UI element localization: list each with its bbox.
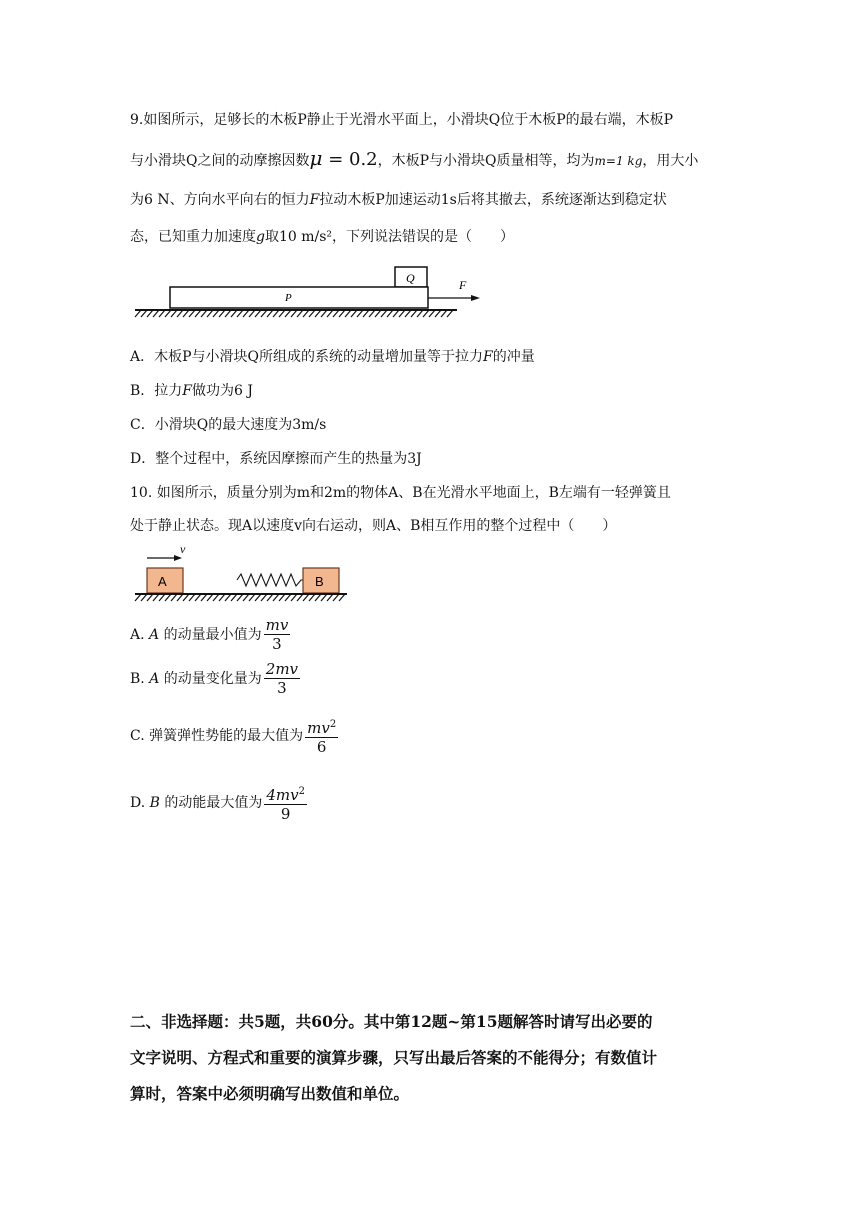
fraction: $\frac{4mv^2}{9}$ (264, 783, 307, 823)
section2-line-2: 文字说明、方程式和重要的演算步骤，只写出最后答案的不能得分；有数值计 (130, 1048, 658, 1067)
hatch-stroke (213, 310, 219, 317)
hatch-stroke (207, 310, 213, 317)
hatch-stroke (141, 310, 147, 317)
hatch-stroke (321, 594, 327, 601)
hatch-stroke (435, 310, 441, 317)
hatch-stroke (183, 310, 189, 317)
hatch-stroke (189, 310, 195, 317)
hatch-stroke (279, 310, 285, 317)
hatch-stroke (147, 594, 153, 601)
block-q-label: Q (406, 271, 415, 285)
hatch-stroke (333, 310, 339, 317)
hatch-stroke (267, 594, 273, 601)
q9-line-4: 态，已知重力加速度g取10 m/s²，下列说法错误的是（ ） (130, 229, 515, 245)
fraction: $\frac{2mv}{3}$ (265, 660, 299, 697)
hatch-stroke (327, 310, 333, 317)
fraction: $\frac{mv}{3}$ (265, 616, 289, 653)
hatch-stroke (321, 310, 327, 317)
q10-figure (125, 540, 355, 608)
q9-option-d: D．整个过程中，系统因摩擦而产生的热量为3J (130, 451, 422, 467)
spring (237, 574, 303, 586)
hatch-stroke (417, 310, 423, 317)
block-b-label: B (315, 574, 324, 589)
hatch-stroke (231, 594, 237, 601)
block-a-label: A (158, 574, 167, 589)
hatch-stroke (183, 594, 189, 601)
hatch-stroke (309, 310, 315, 317)
q9-option-a: A．木板P与小滑块Q所组成的系统的动量增加量等于拉力F的冲量 (130, 349, 535, 365)
hatch-stroke (261, 594, 267, 601)
board-p-label: P (285, 292, 292, 304)
hatch-stroke (339, 594, 345, 601)
hatch-stroke (339, 310, 345, 317)
hatch-stroke (411, 310, 417, 317)
hatch-stroke (399, 310, 405, 317)
hatch-stroke (147, 310, 153, 317)
hatch-stroke (279, 594, 285, 601)
hatch-stroke (177, 594, 183, 601)
q10-option-b: B. A 的动量变化量为 $\frac{2mv}{3}$ (130, 660, 299, 697)
hatch-stroke (393, 310, 399, 317)
q9-option-c: C．小滑块Q的最大速度为3m/s (130, 417, 327, 433)
hatch-stroke (201, 310, 207, 317)
force-arrow-head (471, 295, 480, 301)
hatch-stroke (225, 594, 231, 601)
hatch-stroke (381, 310, 387, 317)
hatch-stroke (261, 310, 267, 317)
hatch-stroke (195, 594, 201, 601)
hatch-stroke (177, 310, 183, 317)
q10-line-1: 10. 如图所示，质量分别为m和2m的物体A、B在光滑水平地面上，B左端有一轻弹簧且 (130, 485, 671, 501)
hatch-stroke (135, 594, 141, 601)
q9-line-3: 为6 N、方向水平向右的恒力F拉动木板P加速运动1s后将其撤去，系统逐渐达到稳定状 (130, 192, 667, 208)
hatch-stroke (213, 594, 219, 601)
ground-hatching (135, 310, 453, 317)
q9-figure (125, 260, 485, 328)
hatch-stroke (351, 310, 357, 317)
hatch-stroke (423, 310, 429, 317)
hatch-stroke (243, 594, 249, 601)
hatch-stroke (273, 310, 279, 317)
hatch-stroke (165, 594, 171, 601)
hatch-stroke (327, 594, 333, 601)
hatch-stroke (303, 594, 309, 601)
hatch-stroke (297, 310, 303, 317)
hatch-stroke (219, 310, 225, 317)
hatch-stroke (237, 310, 243, 317)
ground-hatching (135, 594, 345, 601)
hatch-stroke (153, 594, 159, 601)
hatch-stroke (375, 310, 381, 317)
hatch-stroke (249, 310, 255, 317)
mu-symbol: μ (309, 146, 323, 170)
hatch-stroke (273, 594, 279, 601)
board-p (170, 287, 428, 308)
hatch-stroke (441, 310, 447, 317)
q9-option-b: B．拉力F做功为6 J (130, 383, 253, 399)
q9-line-1: 9.如图所示，足够长的木板P静止于光滑水平面上，小滑块Q位于木板P的最右端，木板P (130, 112, 674, 128)
q10-option-a: A. A 的动量最小值为 $\frac{mv}{3}$ (130, 616, 289, 653)
hatch-stroke (189, 594, 195, 601)
hatch-stroke (165, 310, 171, 317)
hatch-stroke (309, 594, 315, 601)
hatch-stroke (153, 310, 159, 317)
hatch-stroke (171, 594, 177, 601)
hatch-stroke (267, 310, 273, 317)
force-label: F (459, 278, 467, 292)
section2-line-1: 二、非选择题：共5题，共60分。其中第12题~第15题解答时请写出必要的 (130, 1012, 653, 1031)
hatch-stroke (369, 310, 375, 317)
hatch-stroke (255, 594, 261, 601)
q10-option-c: C. 弹簧弹性势能的最大值为 $\frac{mv^2}{6}$ (130, 716, 338, 756)
section2-line-3: 算时，答案中必须明确写出数值和单位。 (130, 1084, 410, 1103)
hatch-stroke (297, 594, 303, 601)
hatch-stroke (219, 594, 225, 601)
q9-line-2: 与小滑块Q之间的动摩擦因数μ = 0.2，木板P与小滑块Q质量相等，均为m=1 kg，用大小 (130, 146, 699, 170)
hatch-stroke (387, 310, 393, 317)
hatch-stroke (303, 310, 309, 317)
hatch-stroke (405, 310, 411, 317)
hatch-stroke (135, 310, 141, 317)
hatch-stroke (357, 310, 363, 317)
hatch-stroke (237, 594, 243, 601)
hatch-stroke (231, 310, 237, 317)
hatch-stroke (285, 310, 291, 317)
velocity-label: v (180, 542, 186, 556)
hatch-stroke (291, 310, 297, 317)
hatch-stroke (207, 594, 213, 601)
hatch-stroke (171, 310, 177, 317)
q10-line-2: 处于静止状态。现A以速度v向右运动，则A、B相互作用的整个过程中（ ） (130, 518, 617, 534)
hatch-stroke (249, 594, 255, 601)
hatch-stroke (363, 310, 369, 317)
hatch-stroke (333, 594, 339, 601)
hatch-stroke (225, 310, 231, 317)
hatch-stroke (201, 594, 207, 601)
hatch-stroke (285, 594, 291, 601)
hatch-stroke (159, 594, 165, 601)
hatch-stroke (315, 310, 321, 317)
hatch-stroke (141, 594, 147, 601)
hatch-stroke (243, 310, 249, 317)
hatch-stroke (447, 310, 453, 317)
hatch-stroke (255, 310, 261, 317)
fraction: $\frac{mv^2}{6}$ (305, 716, 338, 756)
hatch-stroke (315, 594, 321, 601)
hatch-stroke (195, 310, 201, 317)
hatch-stroke (429, 310, 435, 317)
hatch-stroke (345, 310, 351, 317)
hatch-stroke (159, 310, 165, 317)
hatch-stroke (291, 594, 297, 601)
q10-option-d: D. B 的动能最大值为 $\frac{4mv^2}{9}$ (130, 783, 307, 823)
